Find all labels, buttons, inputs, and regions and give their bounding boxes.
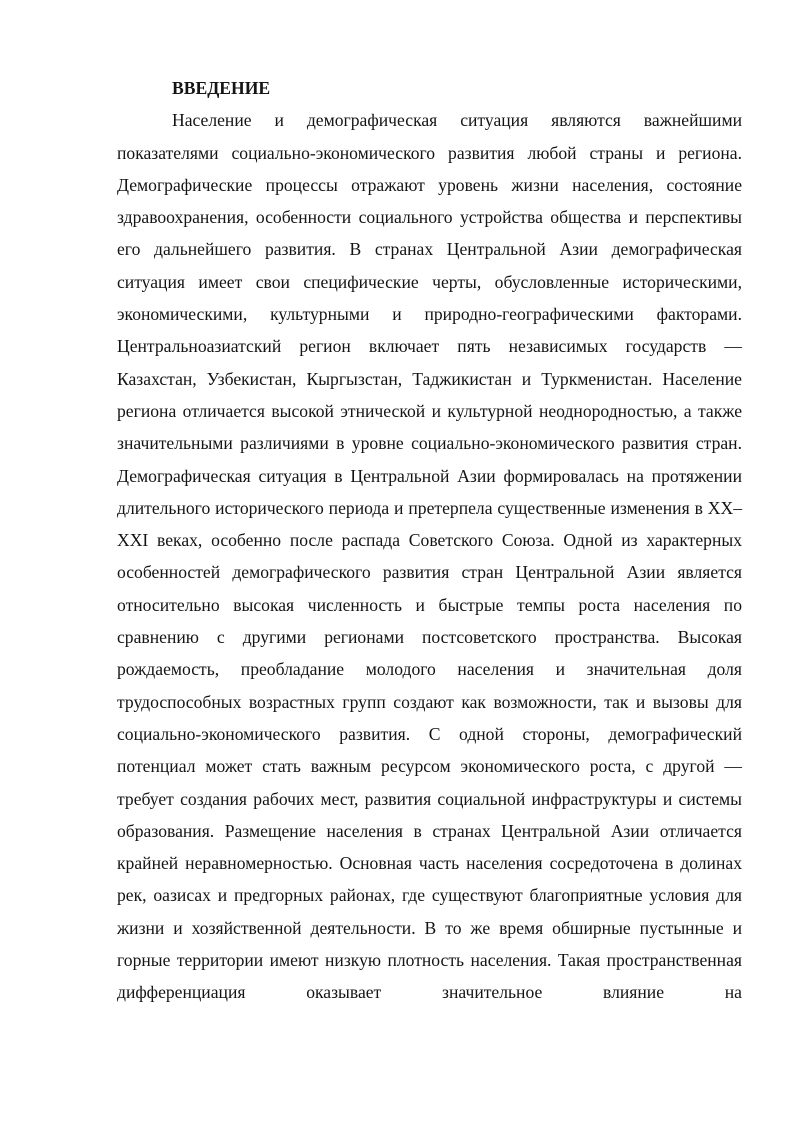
document-text-block [117,72,742,1009]
body-paragraph: Население и демографическая ситуация являются важнейшими показателями социально-экономического развития любой страны и региона. Демографические процессы отражают уровень жизни населения, состояние здравоохранения, особенности социального устройства общества и перспективы его дальнейшего развития. В странах Центральной Азии демографическая ситуация имеет свои специфические черты, обусловленные историческими, экономическими, культурными и природно-географическими факторами. Центральноазиатский регион включает пять независимых государств — Казахстан, Узбекистан, Кыргызстан, Таджикистан и Туркменистан. Население региона отличается высокой этнической и культурной неоднородностью, а также значительными различиями в уровне социально-экономического развития стран. Демографическая ситуация в Центральной Азии формировалась на протяжении длительного исторического периода и претерпела существенные изменения в XX–XXI веках, особенно после распада Советского Союза. Одной из характерных особенностей демографического развития стран Центральной Азии является относительно высокая численность и быстрые темпы роста населения по сравнению с другими регионами постсоветского пространства. Высокая рождаемость, преобладание молодого населения и значительная доля трудоспособных возрастных групп создают как возможности, так и вызовы для социально-экономического развития. С одной стороны, демографический потенциал может стать важным ресурсом экономического роста, с другой — требует создания рабочих мест, развития социальной инфраструктуры и системы образования. Размещение населения в странах Центральной Азии отличается крайней неравномерностью. Основная часть населения сосредоточена в долинах рек, оазисах и предгорных районах, где существуют благоприятные условия для жизни и хозяйственной деятельности. В то же время обширные пустынные и горные территории имеют низкую плотность населения. Такая пространственная дифференциация оказывает значительное влияние на [117,110,742,1003]
section-heading: ВВЕДЕНИЕ [172,78,271,98]
